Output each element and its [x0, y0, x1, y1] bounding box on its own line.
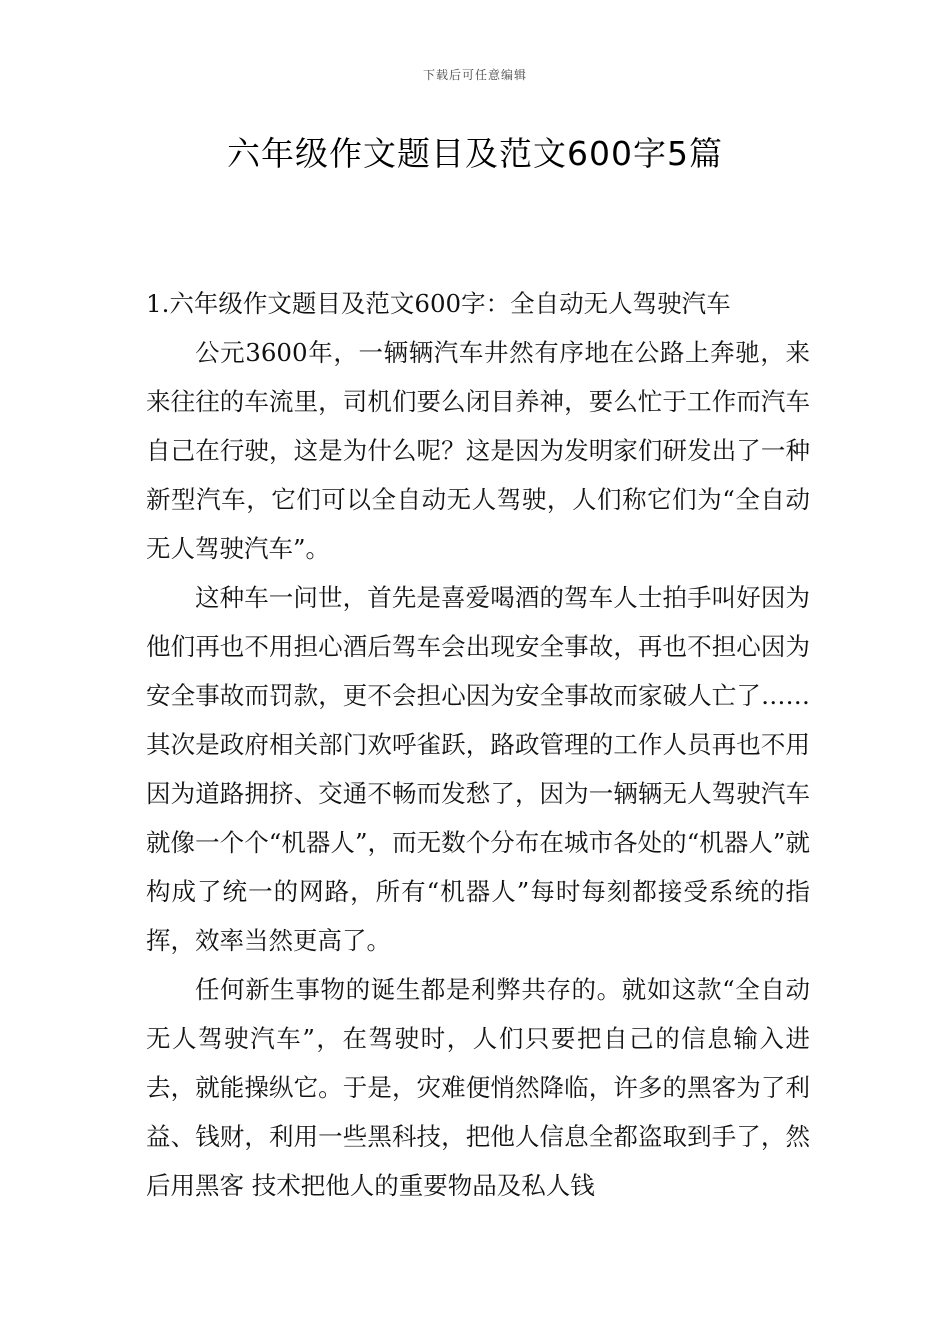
document-title: 六年级作文题目及范文600字5篇: [227, 134, 723, 173]
paragraph-2: 这种车一问世，首先是喜爱喝酒的驾车人士拍手叫好因为他们再也不用担心酒后驾车会出现安全事故，再也不担心因为安全事故而罚款，更不会担心因为安全事故而家破人亡了……其次是政府相关部门欢呼雀跃，路政管理的工作人员再也不用因为道路拥挤、交通不畅而发愁了，因为一辆辆无人驾驶汽车就像一个个“机器人”，而无数个分布在城市各处的“机器人”就构成了统一的网路，所有“机器人”每时每刻都接受系统的指挥，效率当然更高了。: [146, 583, 810, 955]
header-note: 下载后可任意编辑: [422, 68, 527, 82]
paragraph-1: 公元3600年，一辆辆汽车井然有序地在公路上奔驰，来来往往的车流里，司机们要么闭目养神，要么忙于工作而汽车自己在行驶，这是为什么呢？这是因为发明家们研发出了一种新型汽车，它们可以全自动无人驾驶，人们称它们为“全自动无人驾驶汽车”。: [146, 338, 810, 563]
paragraph-3: 任何新生事物的诞生都是利弊共存的。就如这款“全自动无人驾驶汽车”，在驾驶时，人们只要把自己的信息输入进去，就能操纵它。于是，灾难便悄然降临，许多的黑客为了利益、钱财，利用一些黑科技，把他人信息全都盗取到手了，然后用黑客 技术把他人的重要物品及私人钱: [146, 975, 810, 1200]
section-heading: 1.六年级作文题目及范文600字：全自动无人驾驶汽车: [146, 289, 731, 318]
document-body: [146, 279, 810, 1210]
